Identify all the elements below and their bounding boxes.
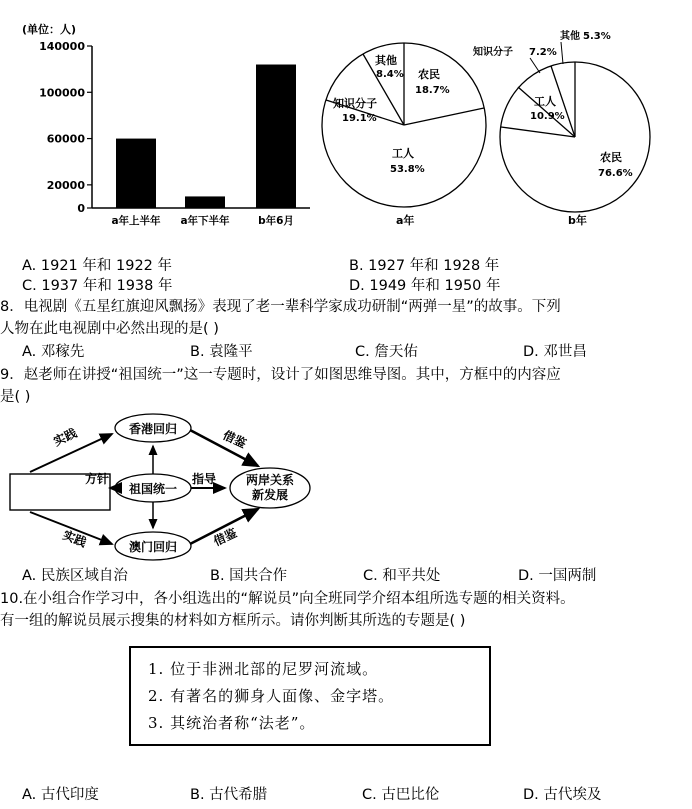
q10-option-b[interactable]: B. 古代希腊 [190,787,268,803]
hk-label: 香港回归 [128,422,178,436]
q9-stem-line1: 9．赵老师在讲授“祖国统一”这一专题时，设计了如图思维导图。其中，方框中的内容应 [0,367,561,383]
bar-2 [185,196,225,208]
q7-option-a[interactable]: A. 1921 年和 1922 年 [22,258,173,274]
bar-category-label: a年下半年 [180,215,230,227]
pie-b-slice-value: 7.2% [529,47,557,58]
q10-box-line3: 3. 其统治者称“法老”。 [148,714,316,732]
cross-strait-label-1: 两岸关系 [245,473,295,487]
q8-option-a[interactable]: A. 邓稼先 [22,344,85,360]
q7-option-d[interactable]: D. 1949 年和 1950 年 [349,278,501,294]
pie-a-slice-value: 19.1% [342,113,377,124]
q7-option-c[interactable]: C. 1937 年和 1938 年 [22,278,173,294]
pie-b-slice-value: 76.6% [598,168,633,179]
pie-b-slice-name: 其他 [560,31,580,42]
bar-y-tick-label: 140000 [39,40,85,53]
pie-a-label: a年 [396,214,415,227]
q8-stem-line2: 人物在此电视剧中必然出现的是( ) [0,321,219,337]
reference-bottom-label: 借鉴 [211,525,240,549]
practice-bottom-label: 实践 [60,527,89,550]
pie-a-slice-name: 其他 [375,54,397,67]
pie-a-slice-value: 8.4% [376,69,404,80]
reference-top-label: 借鉴 [220,428,249,451]
bar-y-tick-label: 0 [77,202,85,215]
pie-b-slice-name: 知识分子 [473,47,513,58]
pie-b-slice-name: 农民 [600,151,622,164]
pie-chart-a [318,20,493,235]
pie-b-slice-value: 5.3% [583,31,611,42]
cross-strait-label-2: 新发展 [251,488,289,502]
pie-a-slice-name: 工人 [392,147,414,160]
pie-a-slice-name: 农民 [418,68,440,81]
pie-a-svg [318,20,493,235]
q10-box-line1: 1. 位于非洲北部的尼罗河流域。 [148,660,379,678]
q10-material-box [129,646,491,746]
q10-box-line2: 2. 有著名的狮身人面像、金字塔。 [148,687,395,705]
pie-b-svg [470,25,660,235]
q9-option-a[interactable]: A. 民族区域自治 [22,568,128,584]
mind-map-svg [0,408,320,563]
pie-a-slice-value: 53.8% [390,164,425,175]
q8-option-d[interactable]: D. 邓世昌 [523,344,587,360]
bar-3 [256,65,296,208]
pie-chart-b [470,25,660,235]
q8-option-c[interactable]: C. 詹天佑 [355,344,418,360]
macau-label: 澳门回归 [128,540,178,554]
q10-option-a[interactable]: A. 古代印度 [22,787,99,803]
q7-option-b[interactable]: B. 1927 年和 1928 年 [349,258,500,274]
pie-b-slice-name: 工人 [534,95,556,108]
practice-top-label: 实践 [51,425,80,449]
q9-option-b[interactable]: B. 国共合作 [210,568,288,584]
guide-label: 指导 [192,472,217,486]
bar-1 [116,139,156,208]
q9-stem-line2: 是( ) [0,389,31,405]
pie-b-label: b年 [568,214,587,227]
pie-a-slice-value: 18.7% [415,85,450,96]
q10-option-d[interactable]: D. 古代埃及 [523,787,602,803]
pie-b-leader [530,58,540,73]
bar-unit-label: (单位：人) [22,23,77,36]
q8-stem-line1: 8．电视剧《五星红旗迎风飘扬》表现了老一辈科学家成功研制“两弹一星”的故事。下列 [0,299,561,315]
pie-b-slice-value: 10.9% [530,111,565,122]
bar-y-tick-label: 100000 [39,86,85,100]
bar-chart-svg [0,0,320,240]
policy-label: 方针 [85,472,110,486]
center-label: 祖国统一 [128,482,178,496]
q9-option-c[interactable]: C. 和平共处 [363,568,441,584]
mind-map [0,408,320,563]
q10-stem-line1: 10.在小组合作学习中，各小组选出的“解说员”向全班同学介绍本组所选专题的相关资料。 [0,591,575,607]
pie-b-leader [561,42,563,64]
bar-chart [0,0,320,240]
bar-category-label: a年上半年 [111,215,161,227]
q10-stem-line2: 有一组的解说员展示搜集的材料如方框所示。请你判断其所选的专题是( ) [0,613,466,629]
q8-option-b[interactable]: B. 袁隆平 [190,344,253,360]
q10-option-c[interactable]: C. 古巴比伦 [362,787,440,803]
bar-y-tick-label: 20000 [46,178,85,192]
pie-a-slice-name: 知识分子 [333,97,377,110]
q9-option-d[interactable]: D. 一国两制 [518,568,597,584]
bar-category-label: b年6月 [258,215,294,227]
bar-y-tick-label: 60000 [46,132,85,146]
